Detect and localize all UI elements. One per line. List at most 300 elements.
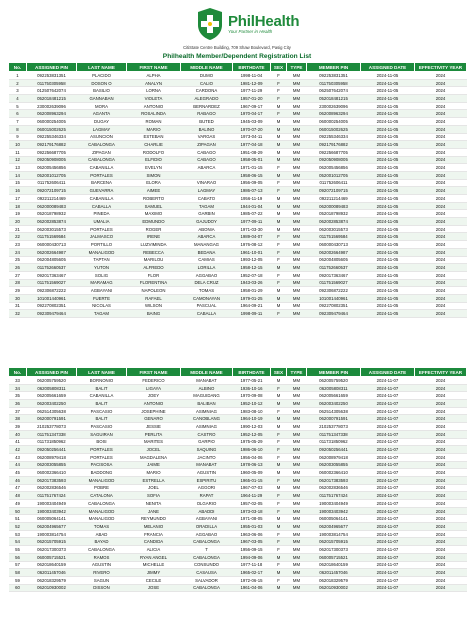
cell-sex: M (271, 523, 287, 531)
cell-row-number: 30 (9, 294, 27, 302)
cell-member-pin: 062010930002 (307, 584, 361, 592)
cell-type: MM (287, 125, 307, 133)
cell-member-pin: 062011457046 (307, 569, 361, 577)
cell-assigned-pin: 062005456856 (27, 164, 77, 172)
cell-first-name: FLORENTINA (127, 279, 181, 287)
cell-assigned-date: 2024-11-07 (361, 576, 415, 584)
column-header-effectivity-year: EFFECTIVITY YEAR (415, 368, 467, 377)
cell-row-number: 55 (9, 546, 27, 554)
table-row (9, 156, 467, 164)
table-row (9, 469, 467, 477)
cell-last-name: BALIT (77, 415, 127, 423)
cell-middle-name: DUMO (181, 72, 233, 80)
cell-birthdate: 1957-02-05 (233, 500, 271, 508)
table-row (9, 538, 467, 546)
cell-type: MM (287, 179, 307, 187)
cell-sex: F (271, 72, 287, 80)
cell-middle-name: CABALONGA (181, 538, 233, 546)
cell-assigned-date: 2024-11-07 (361, 415, 415, 423)
cell-assigned-pin: 062000791591 (27, 415, 77, 423)
cell-sex: F (271, 256, 287, 264)
cell-type: MM (287, 553, 307, 561)
table-row (9, 453, 467, 461)
cell-assigned-date: 2024-11-05 (361, 125, 415, 133)
cell-last-name: PORTALES (77, 171, 127, 179)
cell-assigned-date: 2024-11-07 (361, 407, 415, 415)
column-header-row-number: No. (9, 368, 27, 377)
cell-assigned-pin: 011731850962 (27, 438, 77, 446)
cell-middle-name: CAMIAS (181, 256, 233, 264)
cell-type: MM (287, 507, 307, 515)
cell-member-pin: 062005759520 (307, 377, 361, 385)
cell-assigned-date: 2024-11-05 (361, 195, 415, 203)
cell-type: MM (287, 500, 307, 508)
cell-middle-name: GARBIN (181, 210, 233, 218)
cell-last-name: MANALIGOD (77, 248, 127, 256)
registration-table-1 (8, 62, 467, 318)
cell-type: MM (287, 302, 307, 310)
cell-effectivity-year: 2024 (415, 264, 467, 272)
cell-assigned-pin: 092050908005 (27, 156, 77, 164)
cell-row-number: 36 (9, 400, 27, 408)
cell-member-pin: 062004965677 (307, 523, 361, 531)
cell-first-name: MELANIO (127, 523, 181, 531)
cell-member-pin: 062000089483 (307, 202, 361, 210)
cell-effectivity-year: 2024 (415, 461, 467, 469)
table-row (9, 530, 467, 538)
cell-first-name: WILSON (127, 302, 181, 310)
cell-member-pin: 011751569584 (307, 233, 361, 241)
cell-middle-name: MANABAT (181, 377, 233, 385)
cell-member-pin: 062018640159 (307, 561, 361, 569)
cell-assigned-date: 2024-11-05 (361, 302, 415, 310)
cell-last-name: BALIT (77, 400, 127, 408)
cell-last-name: POBRE (77, 484, 127, 492)
cell-birthdate: 1986-07-13 (233, 187, 271, 195)
cell-row-number: 41 (9, 438, 27, 446)
column-header-middle-name: MIDDLE NAME (181, 368, 233, 377)
cell-middle-name: TOMAS (181, 287, 233, 295)
cell-row-number: 34 (9, 384, 27, 392)
cell-sex: F (271, 492, 287, 500)
cell-last-name: BASILIO (77, 87, 127, 95)
cell-sex: M (271, 484, 287, 492)
cell-middle-name: CABATO (181, 195, 233, 203)
cell-type: MM (287, 218, 307, 226)
cell-first-name: ANTONIO (127, 400, 181, 408)
cell-type: MM (287, 248, 307, 256)
cell-first-name: ESTEBAN (127, 133, 181, 141)
cell-effectivity-year: 2024 (415, 546, 467, 554)
column-header-type: TYPE (287, 63, 307, 72)
cell-sex: M (271, 225, 287, 233)
cell-middle-name: RAPAT (181, 492, 233, 500)
cell-member-pin: 062015705915 (307, 538, 361, 546)
cell-assigned-date: 2024-11-05 (361, 241, 415, 249)
cell-type: MM (287, 384, 307, 392)
cell-type: MM (287, 515, 307, 523)
cell-effectivity-year: 2024 (415, 392, 467, 400)
table-row (9, 202, 467, 210)
cell-first-name: NAPOLEON (127, 287, 181, 295)
cell-effectivity-year: 2024 (415, 218, 467, 226)
cell-assigned-pin: 052018481215 (27, 95, 77, 103)
cell-last-name: FUERTE (77, 294, 127, 302)
cell-middle-name: BEDANA (181, 248, 233, 256)
table-row (9, 141, 467, 149)
column-header-first-name: FIRST NAME (127, 368, 181, 377)
cell-middle-name: CASTRO (181, 430, 233, 438)
cell-member-pin: 190003403942 (307, 507, 361, 515)
cell-sex: M (271, 415, 287, 423)
cell-row-number: 10 (9, 141, 27, 149)
cell-middle-name: OLGARIO (181, 500, 233, 508)
cell-middle-name: CARDONA (181, 87, 233, 95)
cell-row-number: 44 (9, 461, 27, 469)
cell-sex: M (271, 118, 287, 126)
cell-first-name: RAFAEL (127, 294, 181, 302)
table-row (9, 423, 467, 431)
cell-first-name: FEDERICO (127, 377, 181, 385)
table-row (9, 310, 467, 318)
cell-last-name: PASCASIO (77, 407, 127, 415)
cell-first-name: ANTONIO (127, 102, 181, 110)
cell-member-pin: 011731850962 (307, 438, 361, 446)
cell-assigned-date: 2024-11-05 (361, 87, 415, 95)
cell-last-name: CABALONGA (77, 156, 127, 164)
cell-first-name: JANE (127, 507, 181, 515)
cell-assigned-date: 2024-11-07 (361, 561, 415, 569)
table-row (9, 576, 467, 584)
cell-middle-name: ABARCA (181, 233, 233, 241)
cell-sex: F (271, 407, 287, 415)
cell-member-pin: 011752660537 (307, 264, 361, 272)
column-header-type: TYPE (287, 368, 307, 377)
cell-first-name: ELFIDIO (127, 156, 181, 164)
cell-last-name: MANALIGOD (77, 507, 127, 515)
cell-row-number: 15 (9, 179, 27, 187)
cell-last-name: CABANILLA (77, 195, 127, 203)
cell-last-name: SAGUIRAN (77, 430, 127, 438)
cell-type: MM (287, 523, 307, 531)
cell-first-name: ESTRELLA (127, 476, 181, 484)
table-row (9, 484, 467, 492)
column-header-member-pin: MEMBER PIN (307, 63, 361, 72)
cell-row-number: 27 (9, 271, 27, 279)
cell-row-number: 9 (9, 133, 27, 141)
cell-middle-name: ALEGRADO (181, 95, 233, 103)
cell-member-pin: 052018798932 (307, 210, 361, 218)
cell-effectivity-year: 2024 (415, 476, 467, 484)
cell-row-number: 56 (9, 553, 27, 561)
cell-middle-name: TAGAM (181, 202, 233, 210)
cell-effectivity-year: 2024 (415, 377, 467, 385)
cell-effectivity-year: 2024 (415, 294, 467, 302)
cell-type: MM (287, 415, 307, 423)
cell-last-name: PLACIDO (77, 72, 127, 80)
table-row (9, 133, 467, 141)
cell-assigned-date: 2024-11-05 (361, 310, 415, 318)
cell-assigned-pin: 062008963294 (27, 110, 77, 118)
cell-type: MM (287, 72, 307, 80)
cell-middle-name: CABALONGA (181, 584, 233, 592)
cell-birthdate: 1943-03-26 (233, 279, 271, 287)
cell-middle-name: MAGUIDANG (181, 392, 233, 400)
cell-row-number: 12 (9, 156, 27, 164)
cell-first-name: ROSALINDA (127, 110, 181, 118)
cell-last-name: AGANTA (77, 110, 127, 118)
cell-type: MM (287, 538, 307, 546)
cell-sex: M (271, 156, 287, 164)
cell-assigned-date: 2024-11-07 (361, 515, 415, 523)
cell-member-pin: 062004805605 (307, 256, 361, 264)
cell-birthdate: 1998-11-04 (233, 72, 271, 80)
cell-row-number: 28 (9, 279, 27, 287)
cell-first-name: JOEL (127, 484, 181, 492)
cell-last-name: CABALONGA (77, 546, 127, 554)
cell-assigned-pin: 190003814754 (27, 530, 77, 538)
cell-effectivity-year: 2024 (415, 125, 467, 133)
cell-birthdate: 1956-11-19 (233, 195, 271, 203)
cell-birthdate: 1967-09-17 (233, 102, 271, 110)
cell-middle-name: CALIO (181, 79, 233, 87)
cell-member-pin: 190003814754 (307, 530, 361, 538)
cell-middle-name: BUTED (181, 118, 233, 126)
cell-type: MM (287, 530, 307, 538)
cell-assigned-pin: 062008979418 (27, 453, 77, 461)
cell-row-number: 25 (9, 256, 27, 264)
cell-sex: F (271, 546, 287, 554)
cell-middle-name: PASCUAL (181, 302, 233, 310)
cell-last-name: AGUSTIN (77, 561, 127, 569)
cell-first-name: FRANCIA (127, 530, 181, 538)
cell-assigned-date: 2024-11-07 (361, 461, 415, 469)
column-header-first-name: FIRST NAME (127, 63, 181, 72)
cell-type: MM (287, 271, 307, 279)
cell-member-pin: 062005808311 (307, 384, 361, 392)
cell-birthdate: 1977-04-18 (233, 141, 271, 149)
brand-tagline: Your Partner in Health (228, 28, 273, 34)
cell-first-name: MICHELLE (127, 561, 181, 569)
cell-assigned-pin: 092017363467 (27, 271, 77, 279)
cell-assigned-pin: 101001440961 (27, 294, 77, 302)
cell-middle-name: ALBINO (181, 384, 233, 392)
cell-row-number: 8 (9, 125, 27, 133)
cell-row-number: 4 (9, 95, 27, 103)
cell-assigned-pin: 062002853874 (27, 218, 77, 226)
cell-sex: F (271, 179, 287, 187)
cell-member-pin: 092256687705 (307, 148, 361, 156)
table-row (9, 218, 467, 226)
cell-member-pin: 062002836546 (307, 484, 361, 492)
cell-birthdate: 1960-05-09 (233, 469, 271, 477)
table-row (9, 384, 467, 392)
cell-birthdate: 1961-04-06 (233, 584, 271, 592)
cell-middle-name: MANABAT (181, 461, 233, 469)
cell-assigned-pin: 060000254005 (27, 118, 77, 126)
cell-row-number: 35 (9, 392, 27, 400)
table-body (9, 377, 467, 592)
cell-assigned-date: 2024-11-05 (361, 179, 415, 187)
cell-birthdate: 1965-01-15 (233, 476, 271, 484)
cell-birthdate: 1952-12-05 (233, 430, 271, 438)
cell-sex: F (271, 233, 287, 241)
cell-row-number: 17 (9, 195, 27, 203)
cell-sex: M (271, 515, 287, 523)
cell-assigned-pin: 052018798932 (27, 210, 77, 218)
cell-sex: F (271, 248, 287, 256)
cell-last-name: CABALONGA (77, 500, 127, 508)
cell-effectivity-year: 2024 (415, 310, 467, 318)
cell-assigned-pin: 092270802351 (27, 302, 77, 310)
cell-last-name: PORTALES (77, 225, 127, 233)
office-address: CitiState Centre Building, 709 Shaw Boulevard, Pasig City (183, 45, 291, 50)
table-row (9, 377, 467, 385)
cell-type: MM (287, 241, 307, 249)
cell-first-name: MAXIMO (127, 210, 181, 218)
cell-assigned-date: 2024-11-05 (361, 264, 415, 272)
cell-assigned-date: 2024-11-07 (361, 438, 415, 446)
cell-effectivity-year: 2024 (415, 79, 467, 87)
cell-type: MM (287, 195, 307, 203)
cell-effectivity-year: 2024 (415, 256, 467, 264)
cell-first-name: JIMMY (127, 569, 181, 577)
cell-last-name: PASCASIO (77, 423, 127, 431)
cell-effectivity-year: 2024 (415, 118, 467, 126)
cell-member-pin: 062003015573 (307, 225, 361, 233)
cell-type: MM (287, 164, 307, 172)
cell-last-name: DOSON O (77, 79, 127, 87)
cell-type: MM (287, 87, 307, 95)
cell-row-number: 7 (9, 118, 27, 126)
cell-assigned-date: 2024-11-05 (361, 110, 415, 118)
cell-assigned-date: 2024-11-07 (361, 400, 415, 408)
column-header-assigned-date: ASSIGNED DATE (361, 63, 415, 72)
cell-assigned-pin: 062004965677 (27, 523, 77, 531)
cell-row-number: 40 (9, 430, 27, 438)
cell-assigned-pin: 092050256441 (27, 446, 77, 454)
cell-first-name: ANALYN (127, 79, 181, 87)
cell-last-name: MARAMAG (77, 279, 127, 287)
cell-member-pin: 230002639096 (307, 102, 361, 110)
table-row (9, 476, 467, 484)
cell-member-pin: 190003404949 (307, 500, 361, 508)
cell-effectivity-year: 2024 (415, 133, 467, 141)
cell-middle-name: CONSUNDO (181, 561, 233, 569)
cell-birthdate: 1955-01-03 (233, 523, 271, 531)
cell-first-name: CANDIDA (127, 538, 181, 546)
cell-birthdate: 1952-07-18 (233, 271, 271, 279)
cell-birthdate: 1973-04-11 (233, 133, 271, 141)
cell-assigned-date: 2024-11-05 (361, 287, 415, 295)
cell-first-name: FLOR (127, 271, 181, 279)
cell-assigned-pin: 092256687705 (27, 148, 77, 156)
cell-last-name: DUGAY (77, 118, 127, 126)
cell-sex: M (271, 302, 287, 310)
column-header-sex: SEX (271, 368, 287, 377)
cell-member-pin: 062002664987 (307, 248, 361, 256)
cell-member-pin: 092306872222 (307, 287, 361, 295)
cell-middle-name: AGGORI (181, 484, 233, 492)
table-row (9, 500, 467, 508)
cell-assigned-date: 2024-11-05 (361, 210, 415, 218)
cell-birthdate: 1957-01-20 (233, 95, 271, 103)
cell-assigned-date: 2024-11-05 (361, 233, 415, 241)
cell-assigned-date: 2024-11-05 (361, 102, 415, 110)
cell-sex: F (271, 310, 287, 318)
cell-birthdate: 1963-06-06 (233, 530, 271, 538)
cell-type: MM (287, 141, 307, 149)
cell-middle-name: ASIMNIAG (181, 407, 233, 415)
cell-first-name: IRENE (127, 233, 181, 241)
cell-sex: M (271, 584, 287, 592)
cell-sex: M (271, 202, 287, 210)
cell-assigned-pin: 062003402250 (27, 400, 77, 408)
cell-middle-name: CAMONAYAN (181, 294, 233, 302)
table-row (9, 195, 467, 203)
cell-middle-name: AGBAYANI (181, 515, 233, 523)
cell-effectivity-year: 2024 (415, 538, 467, 546)
cell-first-name: ALICIA (127, 546, 181, 554)
cell-assigned-pin: 062003015573 (27, 225, 77, 233)
cell-assigned-date: 2024-11-07 (361, 469, 415, 477)
cell-row-number: 24 (9, 248, 27, 256)
cell-first-name: REBECCA (127, 248, 181, 256)
cell-member-pin: 092253831351 (307, 72, 361, 80)
cell-middle-name: VINARAO (181, 179, 233, 187)
cell-member-pin: 062018329579 (307, 576, 361, 584)
cell-sex: F (271, 79, 287, 87)
cell-assigned-date: 2024-11-05 (361, 294, 415, 302)
cell-last-name: ZIPAGAN (77, 148, 127, 156)
cell-row-number: 32 (9, 310, 27, 318)
cell-assigned-pin: 011752606411 (27, 179, 77, 187)
cell-type: MM (287, 423, 307, 431)
cell-member-pin: 092017363467 (307, 271, 361, 279)
cell-type: MM (287, 446, 307, 454)
cell-assigned-date: 2024-11-07 (361, 538, 415, 546)
table-header-row (9, 63, 467, 72)
cell-assigned-date: 2024-11-07 (361, 507, 415, 515)
table-row (9, 546, 467, 554)
cell-member-pin: 062507642074 (307, 87, 361, 95)
cell-middle-name: ABARCA (181, 164, 233, 172)
cell-assigned-date: 2024-11-05 (361, 256, 415, 264)
cell-first-name: JOSEPHINE (127, 407, 181, 415)
cell-member-pin: 062514305638 (307, 407, 361, 415)
cell-assigned-date: 2024-11-05 (361, 148, 415, 156)
cell-assigned-date: 2024-11-07 (361, 492, 415, 500)
cell-sex: F (271, 530, 287, 538)
cell-first-name: LUZVIMINDA (127, 241, 181, 249)
cell-last-name: AGBAYANI (77, 287, 127, 295)
cell-member-pin: 062005456856 (307, 164, 361, 172)
cell-type: MM (287, 492, 307, 500)
cell-row-number: 53 (9, 530, 27, 538)
registration-table-2 (8, 367, 467, 592)
table-row (9, 102, 467, 110)
cell-assigned-pin: 092253831351 (27, 72, 77, 80)
cell-assigned-pin: 092211214469 (27, 195, 77, 203)
cell-effectivity-year: 2024 (415, 430, 467, 438)
cell-middle-name: CASAUSA (181, 569, 233, 577)
cell-type: MM (287, 310, 307, 318)
cell-type: MM (287, 576, 307, 584)
column-header-middle-name: MIDDLE NAME (181, 63, 233, 72)
cell-middle-name: ASIMNIAG (181, 423, 233, 431)
cell-type: MM (287, 264, 307, 272)
cell-first-name: EVELYN (127, 164, 181, 172)
